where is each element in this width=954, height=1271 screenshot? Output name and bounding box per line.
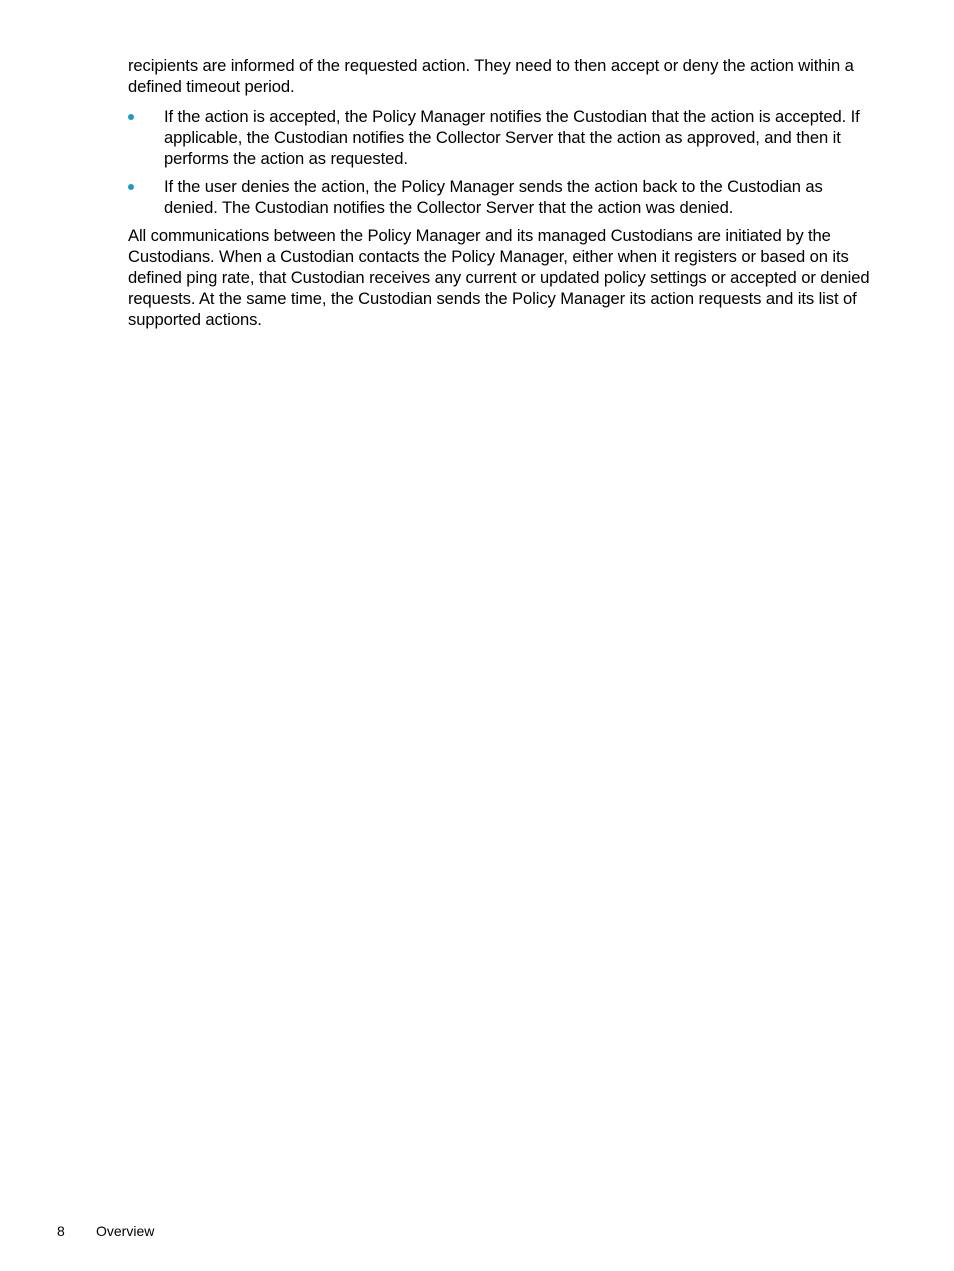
bullet-icon <box>128 184 134 190</box>
page-footer <box>57 1222 154 1240</box>
list-item <box>128 176 870 218</box>
intro-paragraph: recipients are informed of the requested action. They need to then accept or deny the action within a defined timeout period. <box>128 56 854 96</box>
bullet-icon <box>128 114 134 120</box>
bullet-text: If the user denies the action, the Policy Manager sends the action back to the Custodian as denied. The Custodian notifies the Collector Server that the action was denied. <box>164 177 823 217</box>
list-item <box>128 106 870 169</box>
closing-paragraph: All communications between the Policy Manager and its managed Custodians are initiated by the Custodians. When a Custodian contacts the Policy Manager, either when it registers or based on its defined ping rate, that Custodian receives any current or updated policy settings or accepted or denied requests. At the same time, the Custodian sends the Policy Manager its action requests and its list of supported actions. <box>128 226 870 329</box>
page-number: 8 <box>57 1223 65 1239</box>
bullet-list <box>128 106 870 218</box>
section-title: Overview <box>96 1223 155 1239</box>
bullet-text: If the action is accepted, the Policy Manager notifies the Custodian that the action is accepted. If applicable, the Custodian notifies the Collector Server that the action as approved, and then it performs the action as requested. <box>164 107 860 168</box>
document-body <box>128 55 870 339</box>
